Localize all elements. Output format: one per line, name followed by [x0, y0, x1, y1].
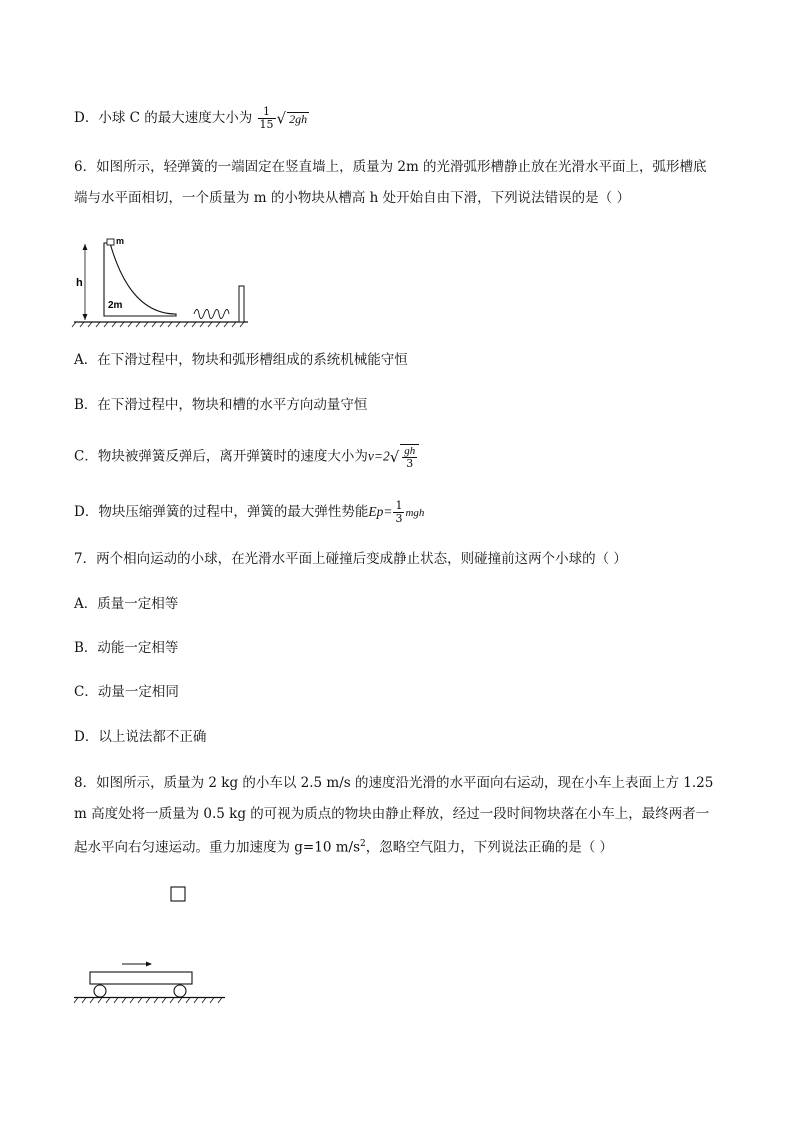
- q5-frac-num: 1: [258, 106, 276, 119]
- sqrt-sign: √: [389, 448, 400, 466]
- q6-stem-line1: 6．如图所示，轻弹簧的一端固定在竖直墙上，质量为 2m 的光滑弧形槽静止放在光滑水平面上，弧形槽底: [74, 159, 707, 175]
- q7-option-a: A．质量一定相等: [74, 596, 179, 612]
- q7-option-d: D．以上说法都不正确: [74, 729, 207, 745]
- cart: [90, 972, 192, 984]
- q6-option-d-mgh: mgh: [405, 507, 425, 519]
- q6-option-c-text: C．物块被弹簧反弹后，离开弹簧时的速度大小为: [74, 448, 368, 465]
- q6-c-num: gh: [404, 445, 416, 457]
- falling-block: [171, 887, 185, 901]
- sqrt-sign: √: [276, 109, 287, 128]
- q6-option-c-sqrt: [400, 444, 419, 470]
- q5-frac-den: 15: [259, 118, 274, 131]
- q6-option-b: B．在下滑过程中，物块和槽的水平方向动量守恒: [74, 397, 368, 413]
- q5-option-d: [74, 106, 309, 131]
- q6-d-den: 3: [395, 512, 403, 525]
- q6-option-c: [74, 444, 419, 470]
- wheel-left: [94, 985, 106, 997]
- q6-option-d-text: D．物块压缩弹簧的过程中，弹簧的最大弹性势能: [74, 504, 369, 520]
- q7-option-b: B．动能一定相等: [74, 640, 179, 656]
- q8-stem-line1: 8．如图所示，质量为 2 kg 的小车以 2.5 m/s 的速度沿光滑的水平面向右运动，现在小车上表面上方 1.25: [74, 775, 714, 791]
- q6-option-c-v: v=2: [367, 448, 390, 464]
- label-h: h: [76, 277, 83, 289]
- q6-figure: [70, 230, 250, 330]
- q8-stem-line2: m 高度处将一质量为 0.5 kg 的可视为质点的物块由静止释放，经过一段时间物块落在小车上，最终两者一: [74, 806, 710, 822]
- label-m: m: [116, 236, 125, 246]
- label-2m: 2m: [108, 300, 123, 311]
- q6-c-den: 3: [406, 457, 414, 470]
- q6-d-fraction: [393, 500, 404, 525]
- q8-stem-line3-a: 起水平向右匀速运动。重力加速度为 g=10 m/s: [74, 839, 360, 856]
- q6-option-d: [74, 500, 424, 525]
- q5-option-d-text: D．小球 C 的最大速度大小为: [74, 110, 253, 126]
- q8-superscript: 2: [360, 839, 366, 849]
- q6-option-a: A．在下滑过程中，物块和弧形槽组成的系统机械能守恒: [74, 352, 408, 368]
- q6-option-d-ep: Ep=: [368, 504, 393, 519]
- q5-fraction: [258, 106, 276, 131]
- q7-option-c: C．动量一定相同: [74, 684, 179, 700]
- q6-d-num: 1: [395, 499, 403, 512]
- q6-stem-line2: 端与水平面相切，一个质量为 m 的小物块从槽高 h 处开始自由下滑，下列说法错误的是（ ）: [74, 190, 630, 206]
- q5-sqrt-content: 2gh: [289, 111, 308, 126]
- q8-figure: [70, 880, 230, 1010]
- q8-stem-line3: [74, 834, 613, 858]
- q7-stem: 7．两个相向运动的小球，在光滑水平面上碰撞后变成静止状态，则碰撞前这两个小球的（ ）: [74, 551, 627, 567]
- wheel-right: [174, 985, 186, 997]
- q8-stem-line3-b: ，忽略空气阻力，下列说法正确的是（ ）: [365, 839, 614, 856]
